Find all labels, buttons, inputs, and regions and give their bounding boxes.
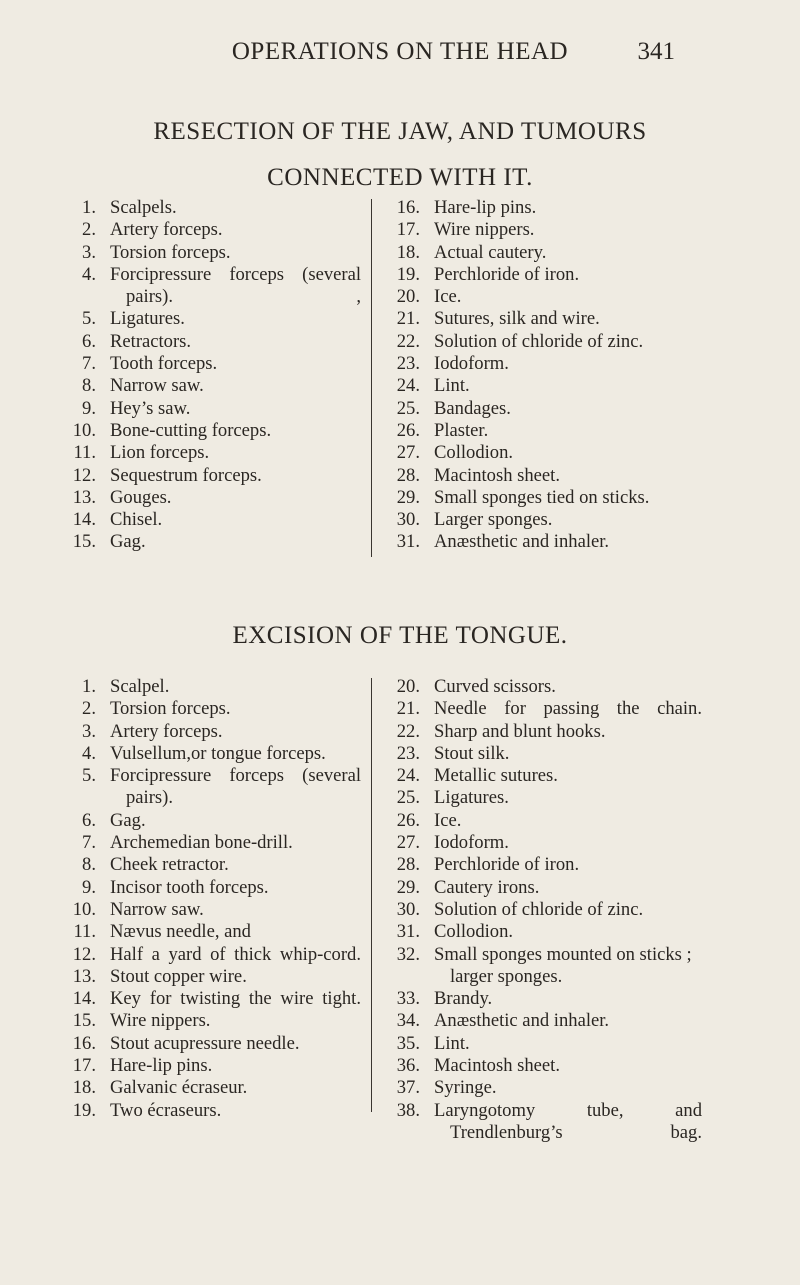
list-item <box>380 286 760 308</box>
item-number: 25. <box>396 787 420 809</box>
item-number: 21. <box>396 308 420 330</box>
item-number: 14. <box>72 509 96 531</box>
item-text: Gouges. <box>110 486 172 508</box>
item-text: Macintosh sheet. <box>434 464 560 486</box>
item-number: 30. <box>396 509 420 531</box>
column-divider <box>371 678 372 1112</box>
item-text: Hare-lip pins. <box>110 1055 213 1077</box>
list-item <box>380 944 702 989</box>
item-number: 14. <box>72 988 96 1010</box>
item-text: Actual cautery. <box>434 241 547 263</box>
list-item <box>56 509 361 531</box>
list-item <box>380 487 760 509</box>
item-number: 9. <box>82 397 96 419</box>
item-text: Syringe. <box>434 1077 497 1099</box>
list-item <box>380 743 702 765</box>
item-number: 15. <box>72 1010 96 1032</box>
item-number: 1. <box>82 676 96 697</box>
item-number: 12. <box>72 464 96 486</box>
item-number: 18. <box>396 241 420 263</box>
item-number: 4. <box>82 742 96 764</box>
item-text: Small sponges mounted on sticks ; larger sponges. <box>434 943 692 987</box>
list-item <box>56 242 361 264</box>
item-text: Sutures, silk and wire. <box>434 308 600 330</box>
item-number: 19. <box>72 1099 96 1121</box>
item-text: Iodoform. <box>434 832 509 854</box>
list-item <box>380 676 702 698</box>
item-text: Stout copper wire. <box>110 965 247 987</box>
item-text: Archemedian bone-drill. <box>110 832 293 854</box>
item-number: 7. <box>82 832 96 854</box>
item-number: 18. <box>72 1077 96 1099</box>
item-number: 27. <box>396 442 420 464</box>
item-text: Bandages. <box>434 397 511 419</box>
item-text: Ice. <box>434 286 462 308</box>
item-text: Forcipressure forceps (several pairs). <box>110 765 361 809</box>
item-number: 38. <box>396 1099 420 1121</box>
list-item <box>56 743 361 765</box>
item-number: 5. <box>82 765 96 787</box>
item-text: Bone-cutting forceps. <box>110 419 272 441</box>
item-text: Narrow saw. <box>110 898 204 920</box>
item-number: 8. <box>82 854 96 876</box>
item-text: Perchloride of iron. <box>434 854 580 876</box>
item-number: 9. <box>82 876 96 898</box>
item-number: 2. <box>82 219 96 241</box>
list-item <box>56 921 361 943</box>
list-item <box>56 944 361 966</box>
item-number: 4. <box>82 263 96 285</box>
list-item <box>380 1077 702 1099</box>
item-number: 37. <box>396 1077 420 1099</box>
item-text: Wire nippers. <box>434 219 535 241</box>
item-number: 11. <box>73 442 96 464</box>
item-text: Incisor tooth forceps. <box>110 876 269 898</box>
item-text: Ice. <box>434 809 462 831</box>
item-text: Torsion forceps. <box>110 241 231 263</box>
list-item <box>56 988 361 1010</box>
section-title-tongue <box>0 618 800 654</box>
list-item <box>56 721 361 743</box>
item-number: 20. <box>396 676 420 697</box>
item-number: 30. <box>396 898 420 920</box>
list-item <box>56 219 361 241</box>
item-number: 8. <box>82 375 96 397</box>
item-text: Stout acupressure needle. <box>110 1032 300 1054</box>
item-text: Iodoform. <box>434 353 509 375</box>
list-item <box>56 676 361 698</box>
item-text: Anæsthetic and inhaler. <box>434 1010 610 1032</box>
item-number: 28. <box>396 854 420 876</box>
item-text: Ligatures. <box>434 787 509 809</box>
item-text: Artery forceps. <box>110 219 223 241</box>
item-number: 34. <box>396 1010 420 1032</box>
list-item <box>56 308 361 330</box>
item-number: 21. <box>396 698 420 720</box>
item-number: 25. <box>396 397 420 419</box>
item-number: 26. <box>396 419 420 441</box>
item-list-left <box>56 197 361 554</box>
list-item <box>380 197 760 219</box>
list-item <box>56 854 361 876</box>
item-text: Hey’s saw. <box>110 397 191 419</box>
item-number: 6. <box>82 809 96 831</box>
item-text: Half a yard of thick whip-cord. <box>110 943 361 965</box>
item-text: Brandy. <box>434 988 493 1010</box>
item-text: Solution of chloride of zinc. <box>434 330 644 352</box>
list-item <box>56 1100 361 1122</box>
list-item <box>380 1010 702 1032</box>
item-text: Two écraseurs. <box>110 1099 222 1121</box>
item-text: Tooth forceps. <box>110 353 218 375</box>
item-text: Stout silk. <box>434 742 510 764</box>
item-text: Needle for passing the chain. <box>434 698 702 720</box>
item-number: 22. <box>396 330 420 352</box>
list-item <box>380 787 702 809</box>
item-text: Torsion forceps. <box>110 698 231 720</box>
item-text: Sharp and blunt hooks. <box>434 720 606 742</box>
item-text: Ligatures. <box>110 308 185 330</box>
item-number: 11. <box>73 921 96 943</box>
list-item <box>56 698 361 720</box>
list-item <box>56 966 361 988</box>
item-number: 13. <box>72 965 96 987</box>
list-item <box>380 832 702 854</box>
list-item <box>56 487 361 509</box>
item-number: 10. <box>72 419 96 441</box>
item-text: Lint. <box>434 1032 470 1054</box>
item-number: 29. <box>396 486 420 508</box>
item-text: Gag. <box>110 809 146 831</box>
list-item <box>380 877 702 899</box>
list-item <box>380 509 760 531</box>
item-text: Artery forceps. <box>110 720 223 742</box>
item-text: Cautery irons. <box>434 876 540 898</box>
item-text: Metallic sutures. <box>434 765 558 787</box>
list-item <box>380 375 760 397</box>
section-title-resection <box>0 114 800 196</box>
list-item <box>56 899 361 921</box>
list-item <box>380 264 760 286</box>
item-number: 16. <box>396 197 420 218</box>
list-item <box>380 531 760 553</box>
item-text: Key for twisting the wire tight. <box>110 988 361 1010</box>
item-text: Small sponges tied on sticks. <box>434 486 650 508</box>
list-item <box>380 398 760 420</box>
list-item <box>56 353 361 375</box>
section-title-line: EXCISION OF THE TONGUE. <box>232 622 568 649</box>
item-text: Plaster. <box>434 419 489 441</box>
list-item <box>380 420 760 442</box>
item-number: 24. <box>396 375 420 397</box>
item-text: Retractors. <box>110 330 192 352</box>
item-text: Lion forceps. <box>110 442 210 464</box>
list-item <box>380 988 702 1010</box>
item-text: Chisel. <box>110 509 163 531</box>
list-item <box>380 854 702 876</box>
item-number: 10. <box>72 898 96 920</box>
item-number: 27. <box>396 832 420 854</box>
list-item <box>56 375 361 397</box>
list-item <box>56 1077 361 1099</box>
item-text: Perchloride of iron. <box>434 263 580 285</box>
item-number: 17. <box>72 1055 96 1077</box>
item-text: Scalpels. <box>110 197 177 218</box>
item-text: Macintosh sheet. <box>434 1055 560 1077</box>
item-text: Larger sponges. <box>434 509 553 531</box>
item-text: Hare-lip pins. <box>434 197 537 218</box>
item-text: Sequestrum forceps. <box>110 464 262 486</box>
list-item <box>380 331 760 353</box>
list-item <box>56 1010 361 1032</box>
page-number: 341 <box>637 38 675 65</box>
section-title-line: CONNECTED WITH IT. <box>267 164 533 191</box>
item-list-right <box>380 676 702 1144</box>
item-number: 13. <box>72 486 96 508</box>
item-text: Curved scissors. <box>434 676 556 697</box>
item-text: Vulsellum,or tongue forceps. <box>110 742 326 764</box>
item-number: 5. <box>82 308 96 330</box>
item-text: Forcipressure forceps (several pairs). , <box>110 263 361 308</box>
list-item <box>380 1055 702 1077</box>
list-item <box>380 921 702 943</box>
list-item <box>380 353 760 375</box>
item-text: Galvanic écraseur. <box>110 1077 248 1099</box>
item-number: 7. <box>82 353 96 375</box>
item-number: 28. <box>396 464 420 486</box>
item-number: 15. <box>72 531 96 553</box>
item-number: 32. <box>396 943 420 965</box>
item-text: Lint. <box>434 375 470 397</box>
list-item <box>56 832 361 854</box>
list-item <box>56 264 361 309</box>
item-number: 31. <box>396 921 420 943</box>
item-number: 24. <box>396 765 420 787</box>
list-item <box>56 1055 361 1077</box>
item-number: 1. <box>82 197 96 218</box>
list-item <box>380 698 702 720</box>
item-text: Nævus needle, and <box>110 921 251 943</box>
item-text: Scalpel. <box>110 676 170 697</box>
section-title-line: RESECTION OF THE JAW, AND TUMOURS <box>153 118 647 145</box>
list-item <box>56 531 361 553</box>
item-text: Laryngotomy tube, and Trendlenburg’s bag. <box>434 1099 702 1143</box>
item-number: 12. <box>72 943 96 965</box>
list-item <box>56 398 361 420</box>
item-number: 22. <box>396 720 420 742</box>
list-item <box>380 721 702 743</box>
item-number: 3. <box>82 720 96 742</box>
item-number: 2. <box>82 698 96 720</box>
item-number: 17. <box>396 219 420 241</box>
item-text: Narrow saw. <box>110 375 204 397</box>
item-text: Collodion. <box>434 442 514 464</box>
list-item <box>380 1033 702 1055</box>
item-list-right <box>380 197 760 554</box>
list-item <box>56 765 361 810</box>
list-item <box>56 1033 361 1055</box>
item-number: 6. <box>82 330 96 352</box>
item-number: 3. <box>82 241 96 263</box>
item-text: Solution of chloride of zinc. <box>434 898 644 920</box>
list-item <box>56 877 361 899</box>
list-item <box>380 242 760 264</box>
list-item <box>380 219 760 241</box>
item-number: 20. <box>396 286 420 308</box>
list-item <box>380 465 760 487</box>
item-number: 16. <box>72 1032 96 1054</box>
list-item <box>56 810 361 832</box>
item-text: Gag. <box>110 531 146 553</box>
item-text: Cheek retractor. <box>110 854 229 876</box>
list-item <box>56 442 361 464</box>
item-number: 35. <box>396 1032 420 1054</box>
item-number: 26. <box>396 809 420 831</box>
item-text: Collodion. <box>434 921 514 943</box>
list-item <box>380 308 760 330</box>
column-divider <box>371 199 372 557</box>
list-item <box>380 810 702 832</box>
list-item <box>380 765 702 787</box>
item-number: 33. <box>396 988 420 1010</box>
item-number: 31. <box>396 531 420 553</box>
item-number: 23. <box>396 353 420 375</box>
item-number: 36. <box>396 1055 420 1077</box>
item-number: 29. <box>396 876 420 898</box>
list-item <box>56 420 361 442</box>
list-item <box>380 1100 702 1145</box>
list-item <box>56 197 361 219</box>
list-item <box>380 442 760 464</box>
item-text: Anæsthetic and inhaler. <box>434 531 610 553</box>
item-text: Wire nippers. <box>110 1010 211 1032</box>
list-item <box>56 465 361 487</box>
item-number: 19. <box>396 263 420 285</box>
running-title: OPERATIONS ON THE HEAD <box>231 38 569 65</box>
item-number: 23. <box>396 742 420 764</box>
list-item <box>56 331 361 353</box>
item-list-left <box>56 676 361 1122</box>
page-header <box>0 30 800 70</box>
list-item <box>380 899 702 921</box>
